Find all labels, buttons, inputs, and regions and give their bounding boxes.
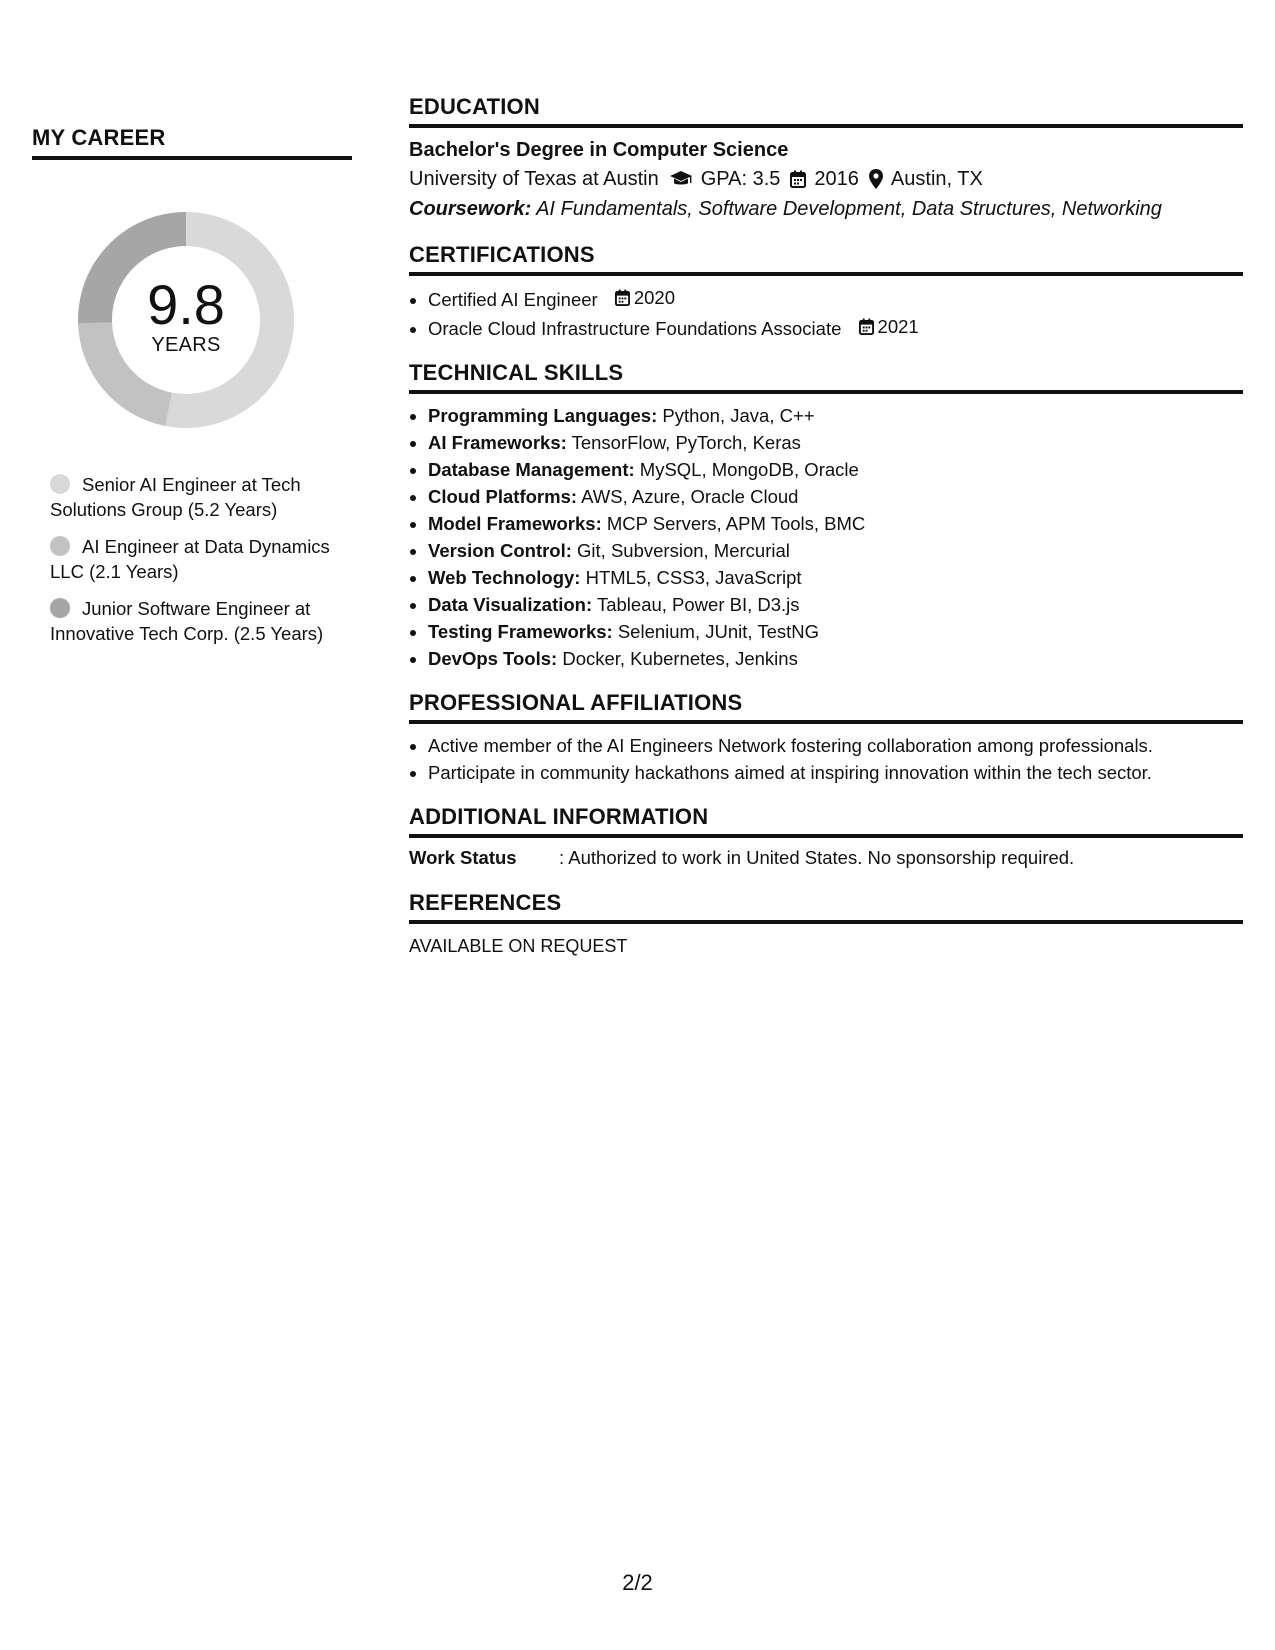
skill-value: Docker, Kubernetes, Jenkins [562,648,798,669]
skill-value: AWS, Azure, Oracle Cloud [581,486,799,507]
skill-item [428,483,1243,510]
career-donut-chart [66,200,306,440]
skill-value: Selenium, JUnit, TestNG [617,621,820,642]
affiliations-section [409,690,1243,786]
skills-list [409,402,1243,672]
legend-dot [50,474,70,494]
skill-label: Data Visualization: [428,594,593,615]
skill-value: Tableau, Power BI, D3.js [596,594,800,615]
references-heading: REFERENCES [409,890,1243,924]
map-pin-icon [869,169,883,189]
degree-title: Bachelor's Degree in Computer Science [409,139,789,161]
school-location: Austin, TX [890,168,983,190]
skills-section [409,360,1243,672]
skill-label: Web Technology: [428,567,581,588]
gpa: GPA: 3.5 [700,168,781,190]
skill-item [428,429,1243,456]
certifications-heading: CERTIFICATIONS [409,242,1243,276]
skill-label: Model Frameworks: [428,513,602,534]
legend-label: Junior Software Engineer at Innovative Tech Corp. (2.5 Years) [50,598,324,644]
coursework [409,194,1243,224]
donut-center [66,200,306,440]
certification-item [428,313,1243,342]
affiliations-list [409,732,1243,786]
references-text: AVAILABLE ON REQUEST [409,936,628,956]
skill-item [428,537,1243,564]
calendar-icon [615,289,630,306]
skill-value: TensorFlow, PyTorch, Keras [571,432,801,453]
skill-item [428,456,1243,483]
skill-label: Programming Languages: [428,405,658,426]
skill-value: HTML5, CSS3, JavaScript [585,567,802,588]
certification-year: 2021 [877,316,919,337]
skill-value: MySQL, MongoDB, Oracle [639,459,859,480]
skill-label: DevOps Tools: [428,648,558,669]
legend-dot [50,598,70,618]
affiliation-item: • Active member of the AI Engineers Network fostering collaboration among professionals. [428,732,1243,759]
affiliations-heading: PROFESSIONAL AFFILIATIONS [409,690,1243,724]
skill-item [428,618,1243,645]
work-status-value: : Authorized to work in United States. No sponsorship required. [559,847,1075,868]
school-name: University of Texas at Austin [409,168,659,190]
certification-year: 2020 [633,287,675,308]
skill-label: AI Frameworks: [428,432,567,453]
skill-item [428,645,1243,672]
certifications-list [409,284,1243,342]
certification-date [859,313,919,340]
certification-item [428,284,1243,313]
education-details [409,164,1243,194]
certification-name: Certified AI Engineer [428,289,598,310]
total-years-unit: YEARS [151,333,221,356]
skill-item [428,591,1243,618]
page-number: 2/2 [622,1570,653,1595]
career-legend [50,472,352,646]
references-section [409,890,1243,958]
legend-label: AI Engineer at Data Dynamics LLC (2.1 Years) [50,536,330,582]
additional-info-section [409,804,1243,872]
calendar-icon [790,170,806,188]
skill-label: Testing Frameworks: [428,621,613,642]
career-column [32,125,352,658]
skill-label: Cloud Platforms: [428,486,578,507]
legend-item [50,472,352,522]
coursework-label: Coursework: [409,198,532,220]
skill-value: MCP Servers, APM Tools, BMC [606,513,866,534]
skill-label: Version Control: [428,540,572,561]
skill-value: Git, Subversion, Mercurial [577,540,790,561]
certifications-section [409,242,1243,342]
certification-name: Oracle Cloud Infrastructure Foundations Associate [428,318,842,339]
additional-info-heading: ADDITIONAL INFORMATION [409,804,1243,838]
coursework-list: AI Fundamentals, Software Development, Data Structures, Networking [536,198,1162,220]
skill-item [428,402,1243,429]
graduation-cap-icon [669,170,693,188]
legend-dot [50,536,70,556]
legend-item [50,534,352,584]
graduation-year: 2016 [814,168,859,190]
work-status-row [409,844,1243,872]
legend-label: Senior AI Engineer at Tech Solutions Group (5.2 Years) [50,474,301,520]
calendar-icon [859,318,874,335]
certification-date [615,284,675,311]
skill-value: Python, Java, C++ [662,405,815,426]
education-section [409,94,1243,224]
skill-label: Database Management: [428,459,635,480]
skills-heading: TECHNICAL SKILLS [409,360,1243,394]
work-status-label: Work Status [409,847,517,868]
main-column [409,94,1243,976]
skill-item [428,564,1243,591]
education-heading: EDUCATION [409,94,1243,128]
career-heading: MY CAREER [32,125,352,160]
legend-item [50,596,352,646]
affiliation-item: • Participate in community hackathons aimed at inspiring innovation within the tech sector. [428,759,1243,786]
skill-item [428,510,1243,537]
total-years-value: 9.8 [147,272,225,336]
